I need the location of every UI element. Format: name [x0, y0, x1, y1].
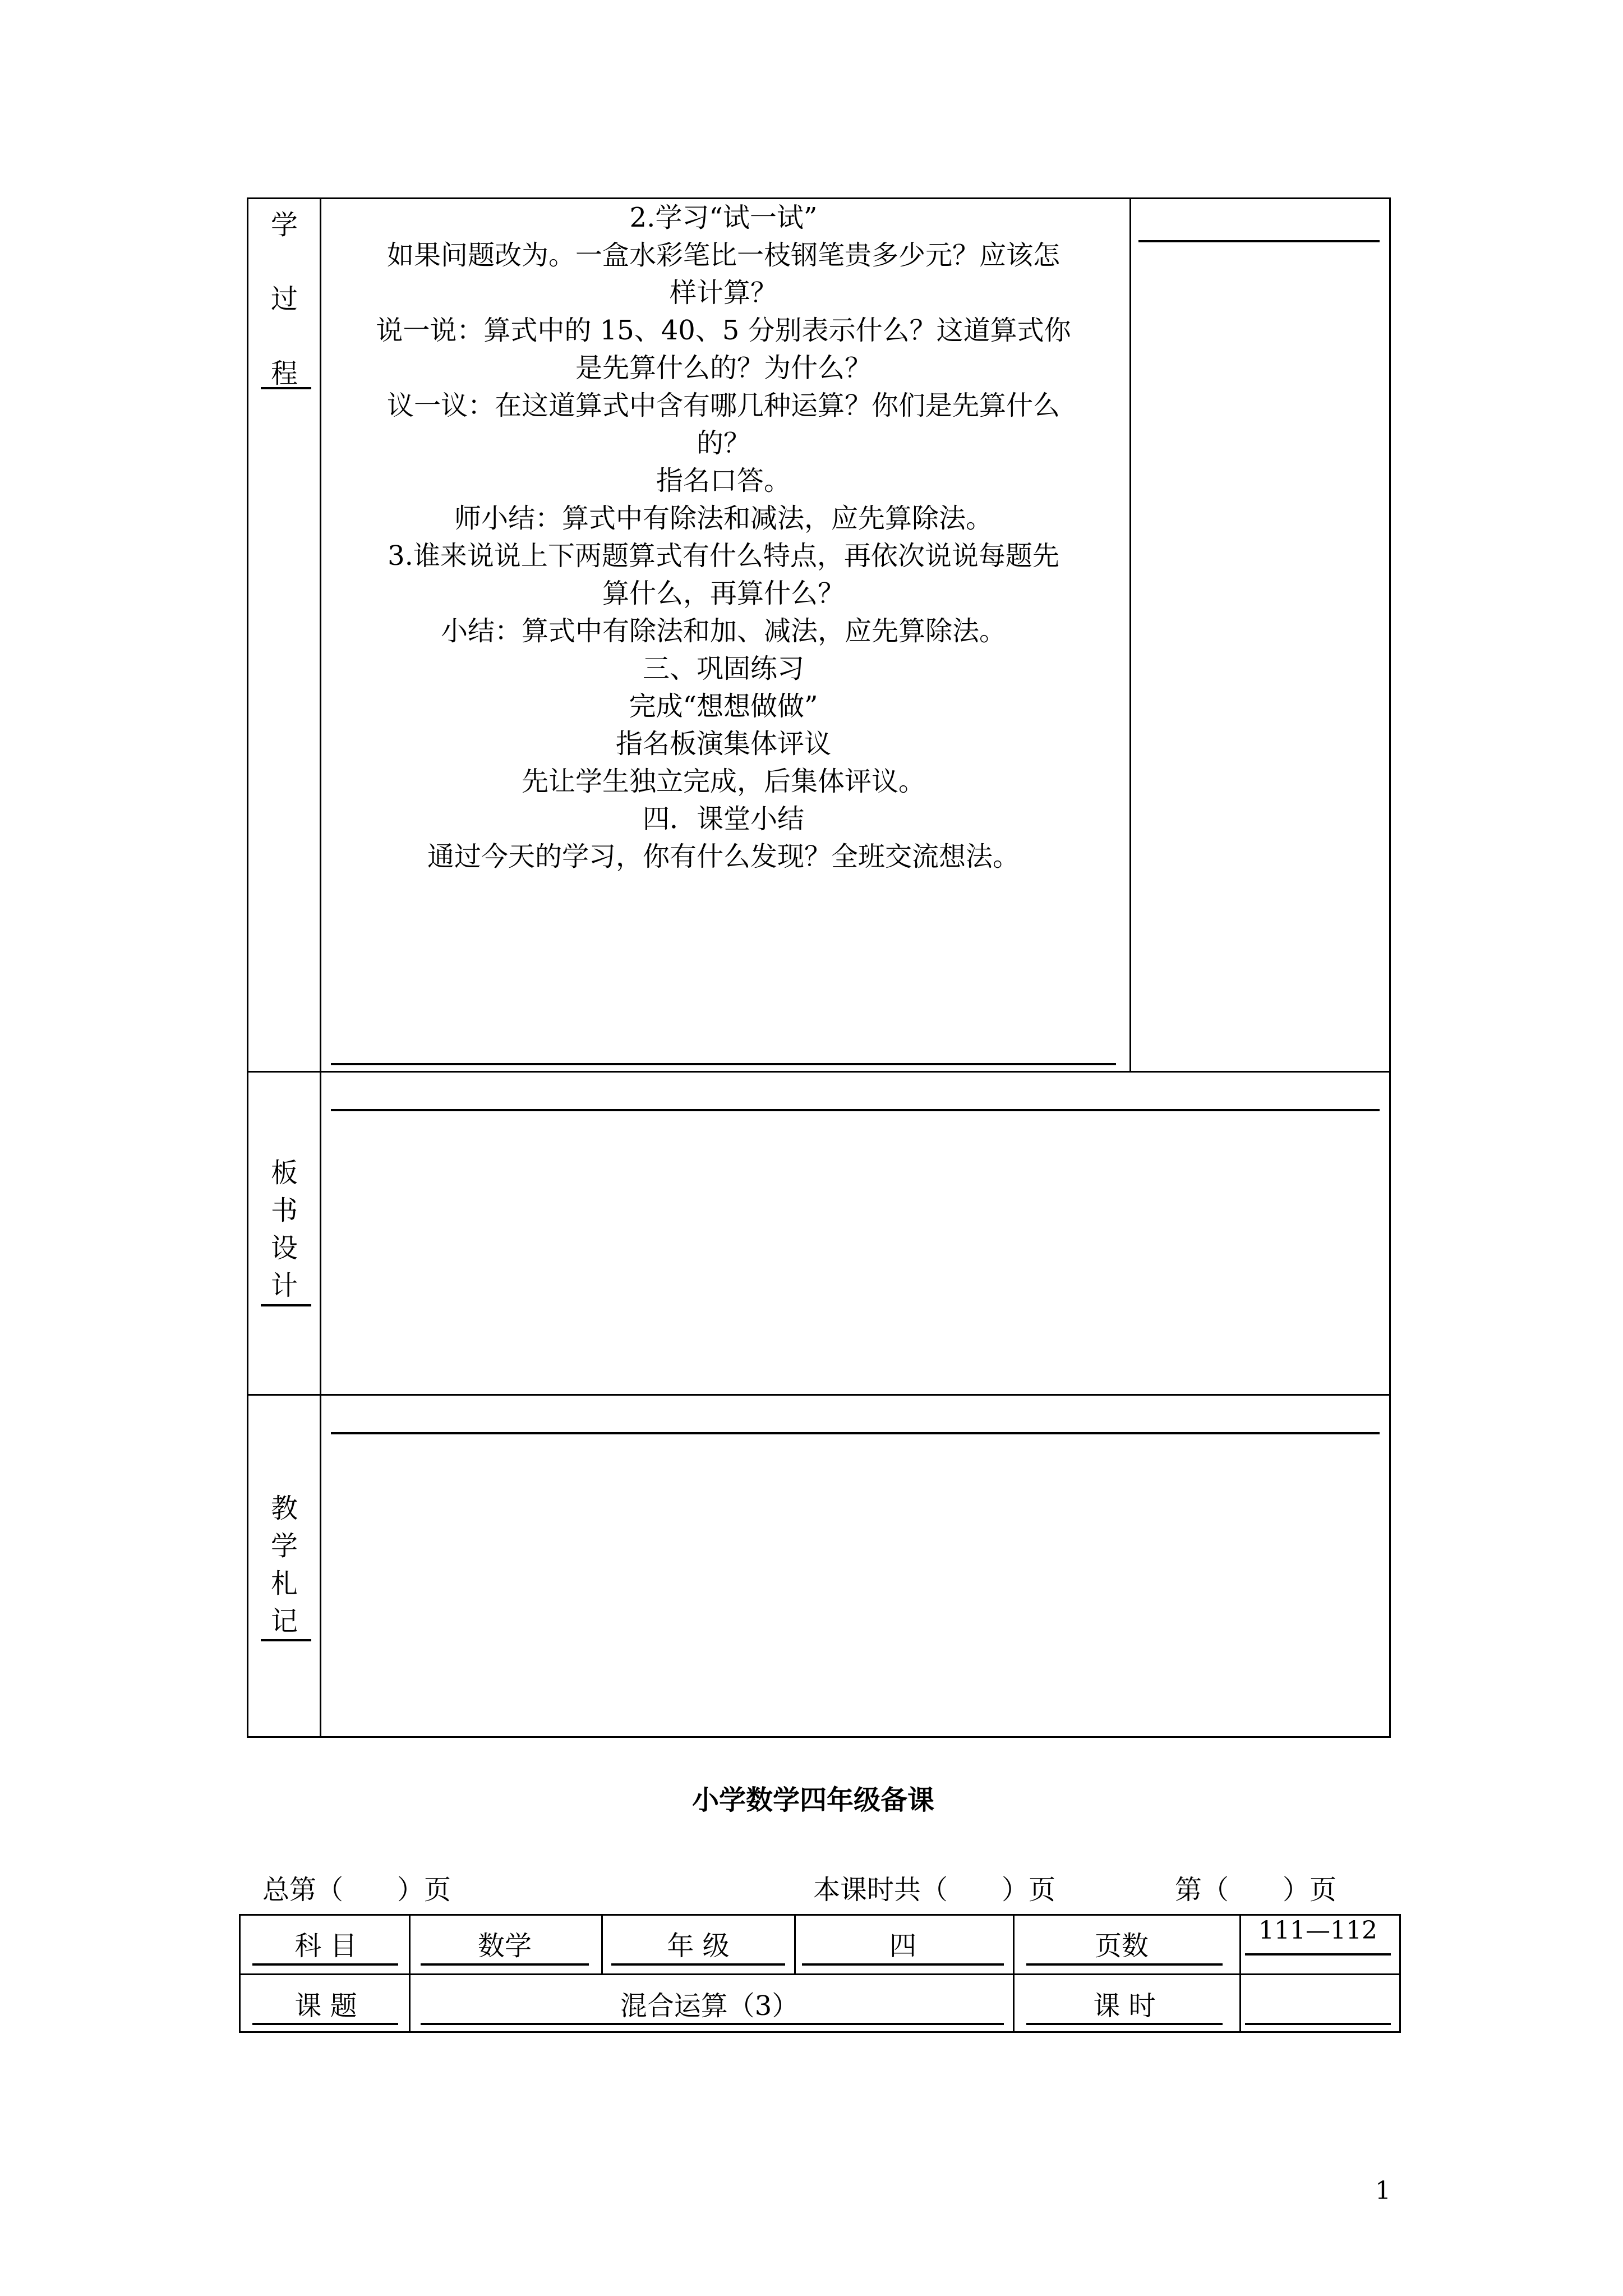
cell-underline: [611, 1963, 785, 1966]
content-line: 的？: [696, 427, 750, 459]
content-line: 小结：算式中有除法和加、减法，应先算除法。: [440, 615, 1006, 647]
content-line: 3.谁来说说上下两题算式有什么特点，再依次说说每题先: [388, 540, 1059, 572]
cell-underline: [1026, 2023, 1223, 2025]
current-page-info: 第（ ）页: [1175, 1874, 1337, 1906]
grade-label: 年 级: [667, 1930, 730, 1962]
cell-underline: [421, 1963, 589, 1966]
content-line: 说一说：算式中的 15、40、5 分别表示什么？这道算式你: [376, 315, 1071, 346]
content-line: 师小结：算式中有除法和减法，应先算除法。: [454, 503, 993, 534]
cell-underline: [252, 1963, 398, 1966]
label-underline: [261, 1639, 311, 1641]
period-label: 课 时: [1093, 1990, 1156, 2022]
grade-value: 四: [889, 1930, 916, 1962]
cell-underline: [1245, 2023, 1391, 2025]
content-line: 三、巩固练习: [642, 653, 804, 684]
content-line: 先让学生独立完成，后集体评议。: [521, 766, 925, 797]
total-page-info: 总第（ ）页: [262, 1874, 451, 1906]
page-number: 1: [1375, 2177, 1391, 2205]
content-underline: [331, 1063, 1116, 1065]
content-line: 议一议：在这道算式中含有哪几种运算？你们是先算什么: [386, 390, 1060, 421]
content-line: 指名口答。: [656, 465, 791, 496]
cell-underline: [1245, 1953, 1391, 1955]
content-line: 指名板演集体评议: [615, 728, 831, 760]
content-line: 2.学习“试一试”: [629, 202, 818, 233]
lesson-page-info: 本课时共（ ）页: [813, 1874, 1056, 1906]
topic-label: 课 题: [294, 1990, 357, 2022]
content-line: 四．课堂小结: [642, 803, 804, 835]
cell-underline: [252, 2023, 398, 2025]
content-line: 完成“想想做做”: [629, 691, 818, 722]
lesson-process-content: [325, 199, 1122, 876]
content-line: 算什么，再算什么？: [602, 578, 845, 609]
pages-label: 页数: [1094, 1930, 1149, 1962]
board-design-underline: [331, 1109, 1380, 1111]
content-line: 是先算什么的？为什么？: [575, 352, 872, 384]
label-underline: [261, 1304, 311, 1306]
cell-underline: [1026, 1963, 1223, 1966]
pages-value: 111—112: [1258, 1916, 1377, 1945]
page-title: 小学数学四年级备课: [691, 1784, 934, 1816]
subject-label: 科 目: [294, 1930, 357, 1962]
teaching-notes-underline: [331, 1432, 1380, 1434]
content-line: 通过今天的学习，你有什么发现？全班交流想法。: [427, 841, 1020, 872]
notes-underline: [1138, 240, 1380, 242]
subject-value: 数学: [477, 1930, 532, 1962]
topic-value: 混合运算（3）: [620, 1990, 799, 2022]
content-line: 样计算？: [669, 277, 777, 309]
label-underline: [261, 387, 311, 389]
content-line: 如果问题改为。一盒水彩笔比一枝钢笔贵多少元？应该怎: [386, 240, 1060, 271]
cell-underline: [802, 1963, 1004, 1966]
cell-underline: [421, 2023, 1004, 2025]
